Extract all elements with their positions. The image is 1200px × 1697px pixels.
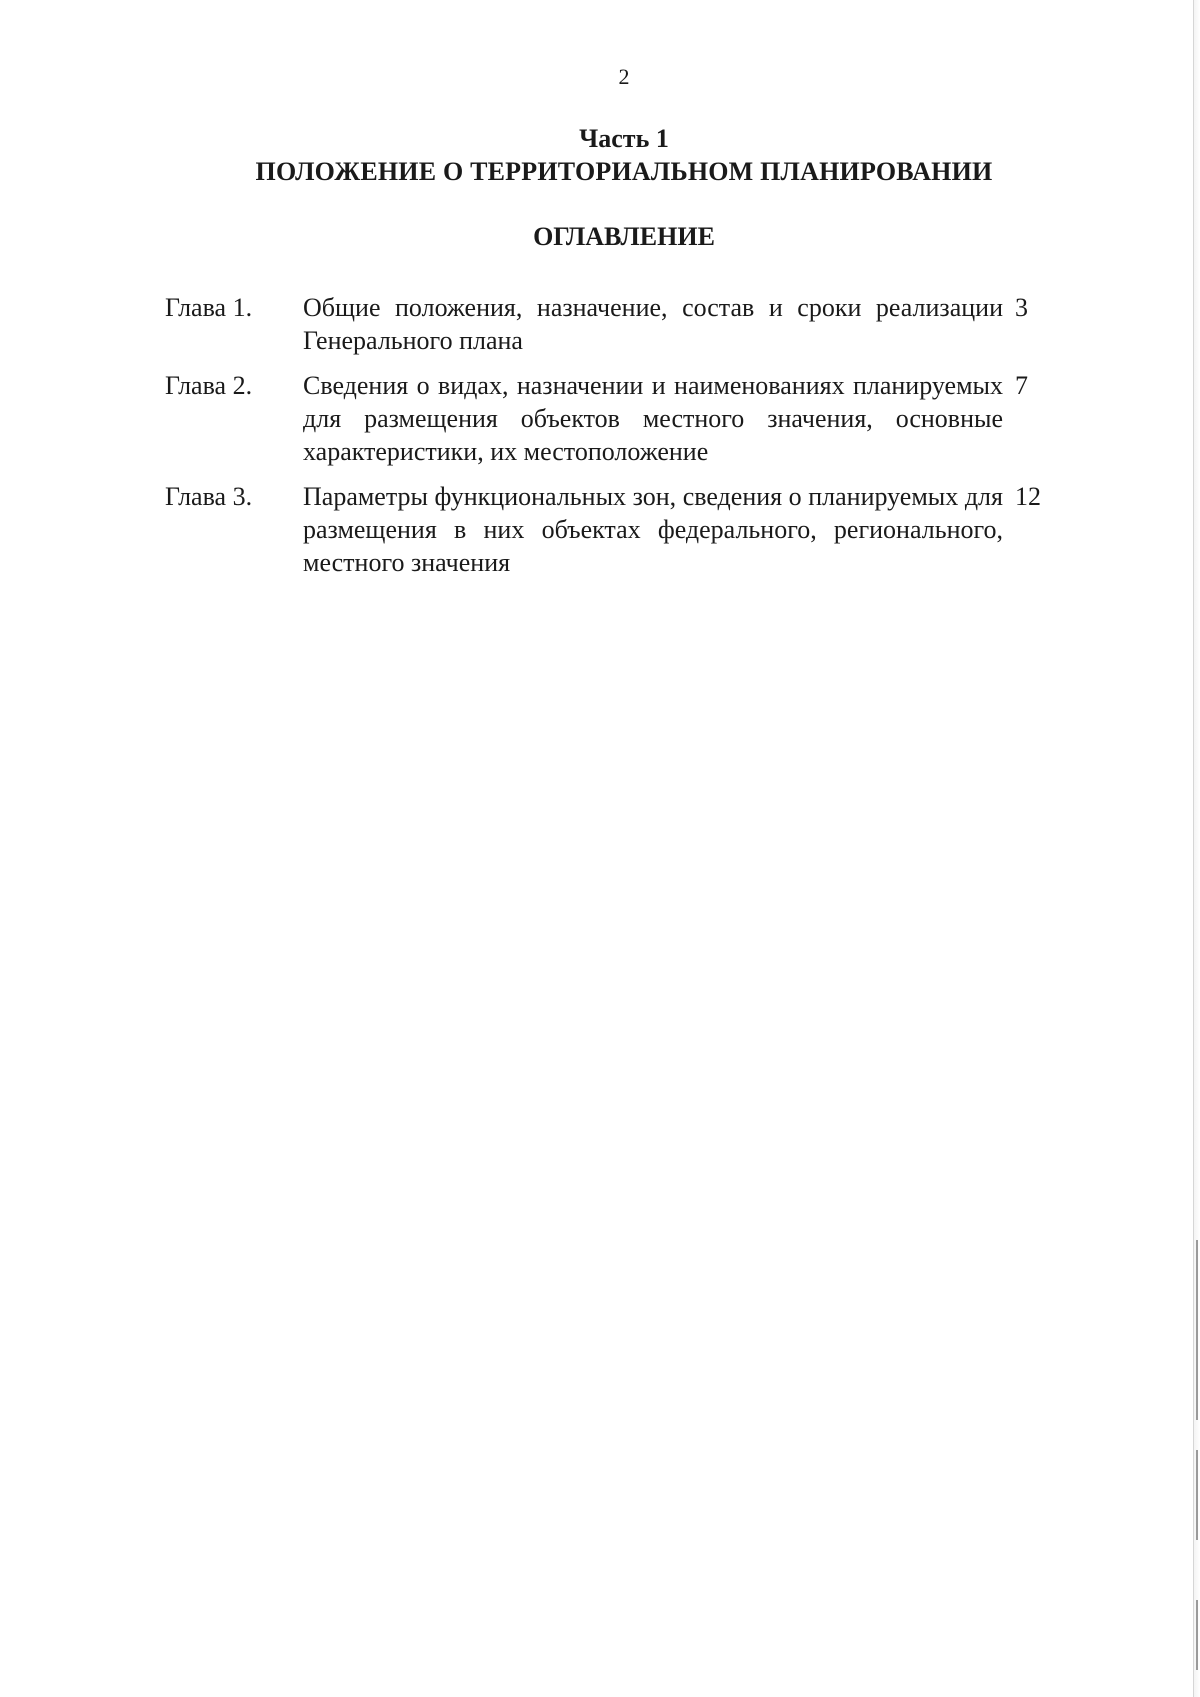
toc-page-number: 12 [1015,482,1041,511]
scan-artifact-mark [1196,1600,1198,1670]
part-label: Часть 1 [579,124,669,153]
page-number: 2 [618,64,630,89]
toc-entry[interactable] [165,480,1045,579]
scan-artifact-mark [1196,1450,1198,1540]
toc-title: ОГЛАВЛЕНИЕ [533,222,715,251]
toc-chapter-label: Глава 3. [165,482,253,511]
toc-entry[interactable] [165,369,1045,468]
scan-artifact-mark [1196,1240,1198,1420]
toc-chapter-label: Глава 2. [165,371,253,400]
toc-page-number: 3 [1015,293,1028,322]
section-title: ПОЛОЖЕНИЕ О ТЕРРИТОРИАЛЬНОМ ПЛАНИРОВАНИИ [255,157,993,186]
scan-right-edge [1193,0,1200,1697]
toc-chapter-title: Параметры функциональных зон, сведения о планируемых для размещения в них объектах федерального, регионального, местного значения [303,482,1003,577]
table-of-contents [165,291,1045,591]
toc-page-number: 7 [1015,371,1028,400]
toc-entry[interactable] [165,291,1045,357]
toc-chapter-label: Глава 1. [165,293,253,322]
toc-chapter-title: Общие положения, назначение, состав и сроки реализации Генерального плана [303,293,1003,355]
toc-chapter-title: Сведения о видах, назначении и наименованиях планируемых для размещения объектов местного значения, основные характеристики, их местоположение [303,371,1003,466]
